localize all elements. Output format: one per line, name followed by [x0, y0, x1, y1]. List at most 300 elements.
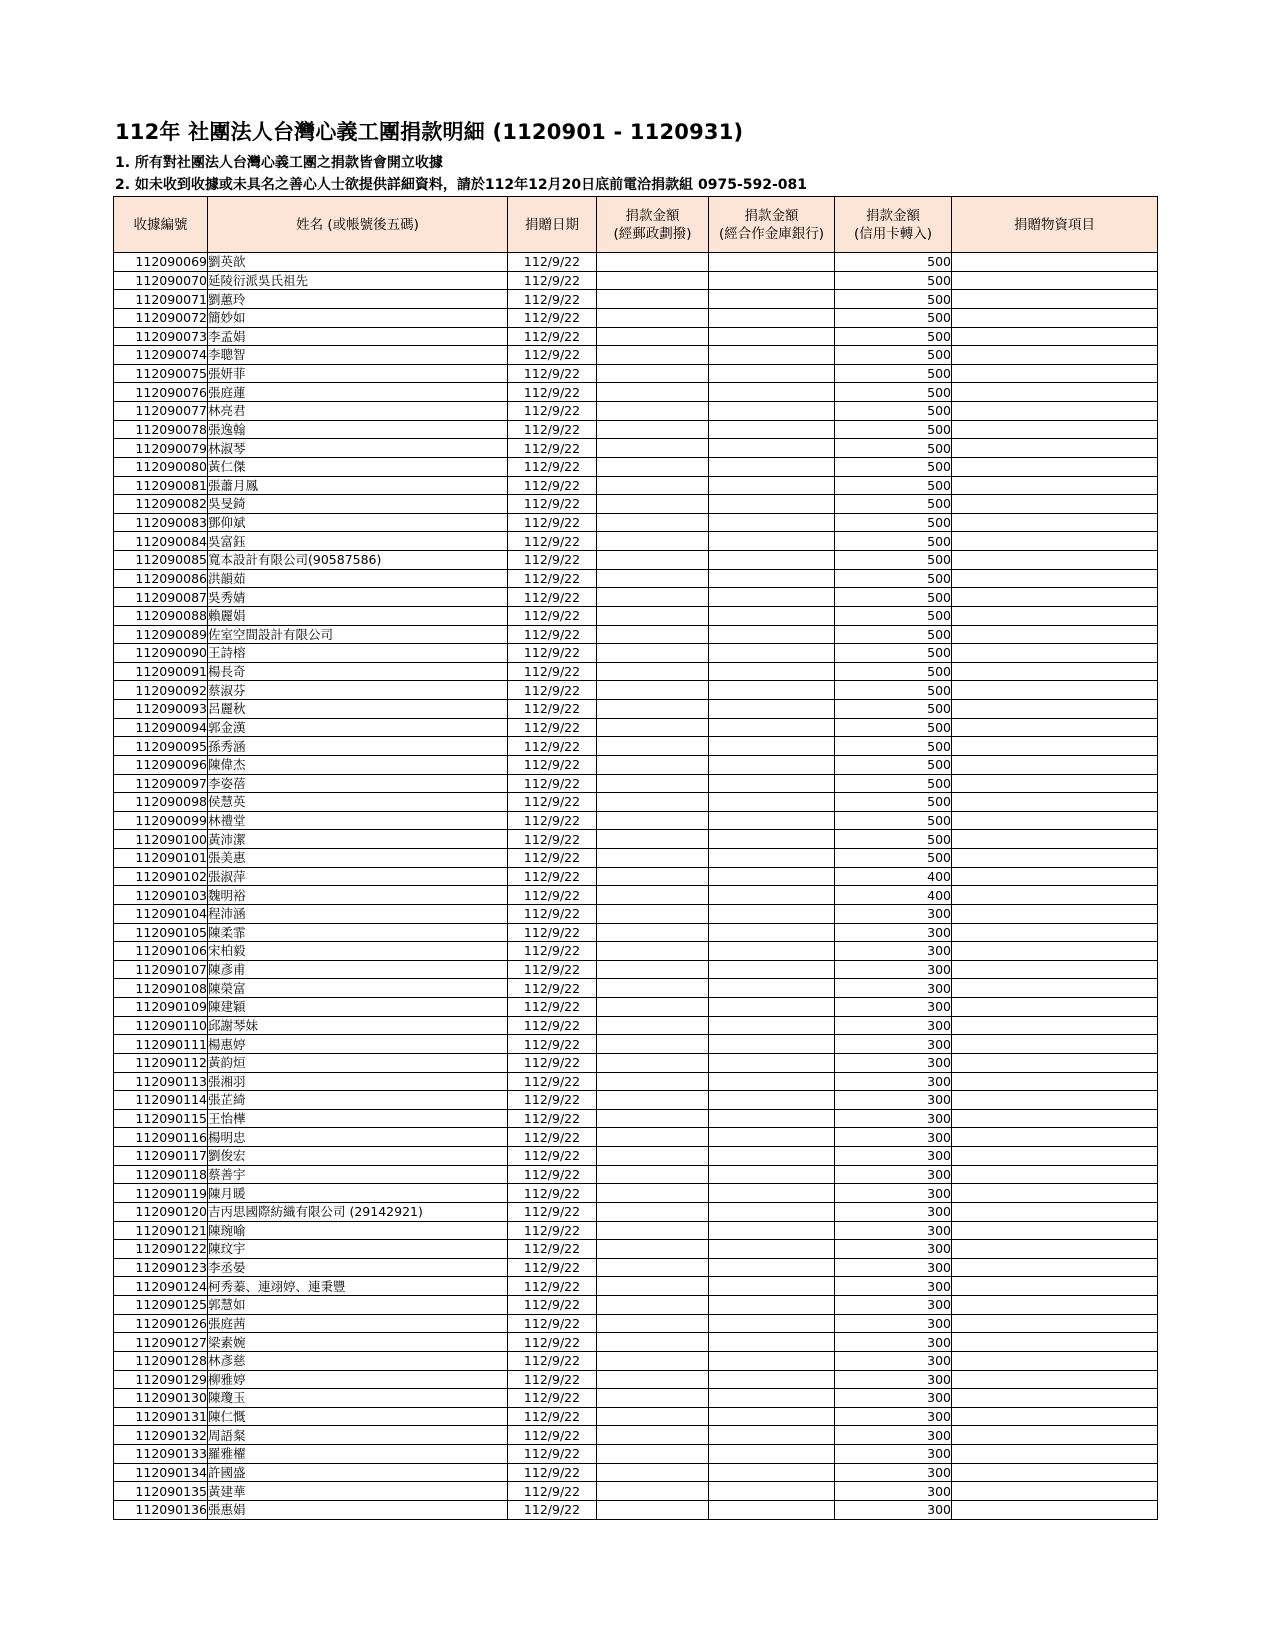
cell-receipt-no: 112090127 [114, 1333, 208, 1352]
cell-goods [952, 755, 1158, 774]
cell-receipt-no: 112090116 [114, 1128, 208, 1147]
cell-bank-amount [709, 1389, 835, 1408]
cell-receipt-no: 112090121 [114, 1221, 208, 1240]
cell-card-amount: 500 [835, 402, 952, 421]
cell-postal-amount [597, 1500, 709, 1519]
cell-postal-amount [597, 569, 709, 588]
cell-card-amount: 300 [835, 1240, 952, 1259]
cell-postal-amount [597, 551, 709, 570]
cell-goods [952, 402, 1158, 421]
cell-bank-amount [709, 904, 835, 923]
table-row [114, 700, 1158, 719]
cell-bank-amount [709, 718, 835, 737]
cell-card-amount: 500 [835, 253, 952, 272]
cell-postal-amount [597, 1351, 709, 1370]
table-row [114, 1016, 1158, 1035]
cell-card-amount: 300 [835, 1128, 952, 1147]
cell-goods [952, 960, 1158, 979]
cell-goods [952, 737, 1158, 756]
cell-bank-amount [709, 1184, 835, 1203]
table-row [114, 960, 1158, 979]
table-row [114, 1370, 1158, 1389]
cell-bank-amount [709, 439, 835, 458]
cell-card-amount: 500 [835, 327, 952, 346]
cell-bank-amount [709, 1445, 835, 1464]
cell-bank-amount [709, 1053, 835, 1072]
cell-receipt-no: 112090080 [114, 457, 208, 476]
cell-postal-amount [597, 1482, 709, 1501]
cell-receipt-no: 112090069 [114, 253, 208, 272]
cell-goods [952, 1221, 1158, 1240]
cell-card-amount: 300 [835, 1072, 952, 1091]
table-row [114, 513, 1158, 532]
table-row [114, 1389, 1158, 1408]
cell-date: 112/9/22 [508, 1147, 597, 1166]
table-row [114, 1407, 1158, 1426]
cell-receipt-no: 112090098 [114, 793, 208, 812]
cell-card-amount: 300 [835, 1165, 952, 1184]
cell-name: 賴麗娟 [208, 606, 508, 625]
cell-card-amount: 500 [835, 849, 952, 868]
table-row [114, 1277, 1158, 1296]
cell-bank-amount [709, 327, 835, 346]
cell-bank-amount [709, 551, 835, 570]
cell-date: 112/9/22 [508, 700, 597, 719]
cell-date: 112/9/22 [508, 495, 597, 514]
header-date: 捐贈日期 [508, 197, 597, 253]
table-row [114, 681, 1158, 700]
cell-postal-amount [597, 457, 709, 476]
cell-card-amount: 500 [835, 644, 952, 663]
cell-date: 112/9/22 [508, 253, 597, 272]
cell-goods [952, 1128, 1158, 1147]
cell-name: 李孟娟 [208, 327, 508, 346]
cell-card-amount: 300 [835, 1389, 952, 1408]
cell-goods [952, 1258, 1158, 1277]
cell-postal-amount [597, 402, 709, 421]
cell-receipt-no: 112090125 [114, 1296, 208, 1315]
cell-postal-amount [597, 793, 709, 812]
cell-postal-amount [597, 495, 709, 514]
cell-card-amount: 500 [835, 793, 952, 812]
cell-card-amount: 500 [835, 588, 952, 607]
cell-card-amount: 500 [835, 271, 952, 290]
cell-date: 112/9/22 [508, 439, 597, 458]
cell-postal-amount [597, 830, 709, 849]
cell-bank-amount [709, 420, 835, 439]
cell-bank-amount [709, 979, 835, 998]
table-row [114, 457, 1158, 476]
cell-date: 112/9/22 [508, 886, 597, 905]
cell-goods [952, 1370, 1158, 1389]
cell-name: 林亮君 [208, 402, 508, 421]
cell-name: 陳偉杰 [208, 755, 508, 774]
cell-date: 112/9/22 [508, 625, 597, 644]
cell-receipt-no: 112090133 [114, 1445, 208, 1464]
cell-goods [952, 811, 1158, 830]
cell-name: 柳雅婷 [208, 1370, 508, 1389]
cell-receipt-no: 112090097 [114, 774, 208, 793]
cell-bank-amount [709, 700, 835, 719]
cell-goods [952, 774, 1158, 793]
cell-card-amount: 500 [835, 774, 952, 793]
cell-bank-amount [709, 476, 835, 495]
cell-goods [952, 253, 1158, 272]
cell-bank-amount [709, 383, 835, 402]
cell-postal-amount [597, 700, 709, 719]
cell-postal-amount [597, 1333, 709, 1352]
cell-name: 林禮堂 [208, 811, 508, 830]
cell-receipt-no: 112090084 [114, 532, 208, 551]
cell-card-amount: 500 [835, 755, 952, 774]
cell-goods [952, 1072, 1158, 1091]
cell-postal-amount [597, 1277, 709, 1296]
cell-bank-amount [709, 1258, 835, 1277]
cell-name: 黃沛潔 [208, 830, 508, 849]
table-row [114, 1296, 1158, 1315]
cell-card-amount: 300 [835, 1314, 952, 1333]
table-row [114, 625, 1158, 644]
cell-date: 112/9/22 [508, 1035, 597, 1054]
cell-date: 112/9/22 [508, 755, 597, 774]
cell-postal-amount [597, 1109, 709, 1128]
table-row [114, 1463, 1158, 1482]
cell-name: 鄧仰斌 [208, 513, 508, 532]
table-row [114, 830, 1158, 849]
cell-name: 簡妙如 [208, 308, 508, 327]
cell-postal-amount [597, 1016, 709, 1035]
cell-card-amount: 500 [835, 606, 952, 625]
cell-name: 黃韵烜 [208, 1053, 508, 1072]
cell-receipt-no: 112090115 [114, 1109, 208, 1128]
header-bank-line2: (經合作金庫銀行) [718, 225, 825, 242]
cell-card-amount: 300 [835, 1221, 952, 1240]
cell-goods [952, 644, 1158, 663]
cell-card-amount: 500 [835, 718, 952, 737]
cell-goods [952, 886, 1158, 905]
cell-name: 吳旻錡 [208, 495, 508, 514]
cell-postal-amount [597, 1165, 709, 1184]
cell-bank-amount [709, 1407, 835, 1426]
table-row [114, 588, 1158, 607]
cell-bank-amount [709, 290, 835, 309]
cell-card-amount: 300 [835, 1333, 952, 1352]
cell-postal-amount [597, 588, 709, 607]
cell-postal-amount [597, 774, 709, 793]
cell-goods [952, 1407, 1158, 1426]
cell-bank-amount [709, 253, 835, 272]
cell-name: 楊惠婷 [208, 1035, 508, 1054]
cell-goods [952, 1482, 1158, 1501]
cell-receipt-no: 112090095 [114, 737, 208, 756]
cell-postal-amount [597, 1072, 709, 1091]
table-row [114, 495, 1158, 514]
cell-receipt-no: 112090114 [114, 1091, 208, 1110]
cell-receipt-no: 112090103 [114, 886, 208, 905]
cell-card-amount: 500 [835, 364, 952, 383]
cell-name: 王詩榕 [208, 644, 508, 663]
table-row [114, 979, 1158, 998]
cell-bank-amount [709, 886, 835, 905]
cell-goods [952, 1314, 1158, 1333]
cell-goods [952, 662, 1158, 681]
cell-postal-amount [597, 998, 709, 1017]
cell-card-amount: 300 [835, 1147, 952, 1166]
cell-receipt-no: 112090083 [114, 513, 208, 532]
cell-name: 柯秀蓁、連翊婷、連秉豐 [208, 1277, 508, 1296]
cell-goods [952, 1351, 1158, 1370]
header-goods: 捐贈物資項目 [952, 197, 1158, 253]
cell-receipt-no: 112090123 [114, 1258, 208, 1277]
table-row [114, 1258, 1158, 1277]
table-row [114, 886, 1158, 905]
table-row [114, 476, 1158, 495]
cell-card-amount: 500 [835, 811, 952, 830]
cell-card-amount: 300 [835, 1202, 952, 1221]
cell-postal-amount [597, 1202, 709, 1221]
cell-goods [952, 923, 1158, 942]
cell-name: 張逸翰 [208, 420, 508, 439]
cell-goods [952, 606, 1158, 625]
cell-card-amount: 300 [835, 1184, 952, 1203]
cell-name: 張庭蓮 [208, 383, 508, 402]
cell-date: 112/9/22 [508, 364, 597, 383]
table-row [114, 718, 1158, 737]
cell-date: 112/9/22 [508, 737, 597, 756]
cell-card-amount: 300 [835, 1500, 952, 1519]
cell-name: 張湘羽 [208, 1072, 508, 1091]
cell-postal-amount [597, 811, 709, 830]
cell-receipt-no: 112090124 [114, 1277, 208, 1296]
cell-name: 寬本設計有限公司(90587586) [208, 551, 508, 570]
cell-card-amount: 500 [835, 830, 952, 849]
cell-card-amount: 500 [835, 569, 952, 588]
cell-card-amount: 400 [835, 867, 952, 886]
cell-goods [952, 867, 1158, 886]
donation-table [113, 196, 1158, 1520]
cell-goods [952, 551, 1158, 570]
cell-receipt-no: 112090108 [114, 979, 208, 998]
cell-date: 112/9/22 [508, 1407, 597, 1426]
cell-receipt-no: 112090088 [114, 606, 208, 625]
cell-date: 112/9/22 [508, 1072, 597, 1091]
cell-goods [952, 364, 1158, 383]
cell-card-amount: 300 [835, 923, 952, 942]
cell-bank-amount [709, 1333, 835, 1352]
cell-goods [952, 1389, 1158, 1408]
cell-postal-amount [597, 290, 709, 309]
cell-bank-amount [709, 1482, 835, 1501]
cell-postal-amount [597, 1035, 709, 1054]
table-row [114, 569, 1158, 588]
cell-name: 陳瓊玉 [208, 1389, 508, 1408]
cell-name: 陳月暖 [208, 1184, 508, 1203]
cell-bank-amount [709, 532, 835, 551]
cell-name: 呂麗秋 [208, 700, 508, 719]
cell-card-amount: 300 [835, 942, 952, 961]
cell-bank-amount [709, 849, 835, 868]
table-row [114, 1445, 1158, 1464]
cell-goods [952, 1463, 1158, 1482]
table-row [114, 383, 1158, 402]
cell-goods [952, 1277, 1158, 1296]
note-contact: 2. 如未收到收據或未具名之善心人士欲提供詳細資料，請於112年12月20日底前電洽捐款組 0975-592-081 [115, 177, 808, 193]
cell-receipt-no: 112090117 [114, 1147, 208, 1166]
cell-bank-amount [709, 1277, 835, 1296]
cell-name: 陳建穎 [208, 998, 508, 1017]
cell-date: 112/9/22 [508, 383, 597, 402]
cell-goods [952, 588, 1158, 607]
cell-card-amount: 500 [835, 681, 952, 700]
cell-receipt-no: 112090111 [114, 1035, 208, 1054]
cell-postal-amount [597, 1370, 709, 1389]
cell-bank-amount [709, 793, 835, 812]
cell-receipt-no: 112090109 [114, 998, 208, 1017]
cell-receipt-no: 112090135 [114, 1482, 208, 1501]
table-row [114, 737, 1158, 756]
cell-bank-amount [709, 867, 835, 886]
cell-postal-amount [597, 979, 709, 998]
cell-date: 112/9/22 [508, 551, 597, 570]
table-row [114, 1035, 1158, 1054]
cell-bank-amount [709, 1500, 835, 1519]
cell-date: 112/9/22 [508, 923, 597, 942]
cell-goods [952, 439, 1158, 458]
cell-date: 112/9/22 [508, 1016, 597, 1035]
cell-goods [952, 308, 1158, 327]
cell-date: 112/9/22 [508, 1296, 597, 1315]
table-row [114, 1072, 1158, 1091]
cell-receipt-no: 112090136 [114, 1500, 208, 1519]
cell-postal-amount [597, 886, 709, 905]
cell-name: 郭金漢 [208, 718, 508, 737]
cell-date: 112/9/22 [508, 588, 597, 607]
cell-goods [952, 513, 1158, 532]
cell-date: 112/9/22 [508, 1389, 597, 1408]
cell-name: 劉蕙玲 [208, 290, 508, 309]
cell-postal-amount [597, 383, 709, 402]
cell-goods [952, 1500, 1158, 1519]
cell-receipt-no: 112090090 [114, 644, 208, 663]
cell-date: 112/9/22 [508, 457, 597, 476]
table-row [114, 1333, 1158, 1352]
cell-bank-amount [709, 1314, 835, 1333]
cell-bank-amount [709, 513, 835, 532]
cell-receipt-no: 112090113 [114, 1072, 208, 1091]
table-row [114, 644, 1158, 663]
cell-receipt-no: 112090122 [114, 1240, 208, 1259]
cell-bank-amount [709, 625, 835, 644]
cell-date: 112/9/22 [508, 1463, 597, 1482]
cell-name: 邱謝琴妹 [208, 1016, 508, 1035]
cell-name: 陳玟宇 [208, 1240, 508, 1259]
cell-card-amount: 300 [835, 1296, 952, 1315]
cell-goods [952, 1445, 1158, 1464]
cell-name: 李姿蓓 [208, 774, 508, 793]
cell-postal-amount [597, 1240, 709, 1259]
cell-goods [952, 904, 1158, 923]
cell-bank-amount [709, 755, 835, 774]
cell-card-amount: 300 [835, 1035, 952, 1054]
cell-receipt-no: 112090086 [114, 569, 208, 588]
cell-card-amount: 400 [835, 886, 952, 905]
table-row [114, 1221, 1158, 1240]
cell-postal-amount [597, 1389, 709, 1408]
cell-bank-amount [709, 1128, 835, 1147]
cell-receipt-no: 112090128 [114, 1351, 208, 1370]
cell-bank-amount [709, 1463, 835, 1482]
cell-postal-amount [597, 327, 709, 346]
cell-name: 王怡樺 [208, 1109, 508, 1128]
cell-card-amount: 500 [835, 457, 952, 476]
cell-name: 陳柔霏 [208, 923, 508, 942]
cell-name: 張庭茜 [208, 1314, 508, 1333]
cell-bank-amount [709, 737, 835, 756]
cell-bank-amount [709, 960, 835, 979]
cell-name: 黃仁傑 [208, 457, 508, 476]
cell-bank-amount [709, 1370, 835, 1389]
cell-goods [952, 476, 1158, 495]
cell-postal-amount [597, 439, 709, 458]
table-row [114, 420, 1158, 439]
cell-name: 陳仁慨 [208, 1407, 508, 1426]
cell-card-amount: 500 [835, 346, 952, 365]
table-row [114, 1500, 1158, 1519]
cell-name: 黃建華 [208, 1482, 508, 1501]
table-row [114, 271, 1158, 290]
cell-postal-amount [597, 364, 709, 383]
cell-bank-amount [709, 1351, 835, 1370]
cell-date: 112/9/22 [508, 811, 597, 830]
table-row [114, 998, 1158, 1017]
cell-date: 112/9/22 [508, 290, 597, 309]
cell-goods [952, 849, 1158, 868]
cell-date: 112/9/22 [508, 1370, 597, 1389]
cell-goods [952, 718, 1158, 737]
cell-bank-amount [709, 1091, 835, 1110]
table-row [114, 1426, 1158, 1445]
cell-goods [952, 495, 1158, 514]
cell-date: 112/9/22 [508, 849, 597, 868]
cell-date: 112/9/22 [508, 1128, 597, 1147]
header-bank-line1: 捐款金額 [744, 207, 799, 224]
table-row [114, 1091, 1158, 1110]
cell-receipt-no: 112090093 [114, 700, 208, 719]
cell-postal-amount [597, 942, 709, 961]
cell-date: 112/9/22 [508, 606, 597, 625]
cell-receipt-no: 112090087 [114, 588, 208, 607]
table-row [114, 1053, 1158, 1072]
cell-goods [952, 383, 1158, 402]
cell-card-amount: 500 [835, 513, 952, 532]
cell-postal-amount [597, 1221, 709, 1240]
cell-postal-amount [597, 960, 709, 979]
table-row [114, 606, 1158, 625]
cell-receipt-no: 112090101 [114, 849, 208, 868]
cell-goods [952, 1296, 1158, 1315]
cell-name: 孫秀涵 [208, 737, 508, 756]
cell-name: 陳榮富 [208, 979, 508, 998]
cell-receipt-no: 112090107 [114, 960, 208, 979]
cell-date: 112/9/22 [508, 532, 597, 551]
cell-goods [952, 700, 1158, 719]
cell-receipt-no: 112090073 [114, 327, 208, 346]
cell-date: 112/9/22 [508, 1277, 597, 1296]
cell-card-amount: 300 [835, 1277, 952, 1296]
cell-postal-amount [597, 1258, 709, 1277]
cell-postal-amount [597, 1091, 709, 1110]
note-receipt-policy: 1. 所有對社團法人台灣心義工團之捐款皆會開立收據 [115, 155, 443, 171]
